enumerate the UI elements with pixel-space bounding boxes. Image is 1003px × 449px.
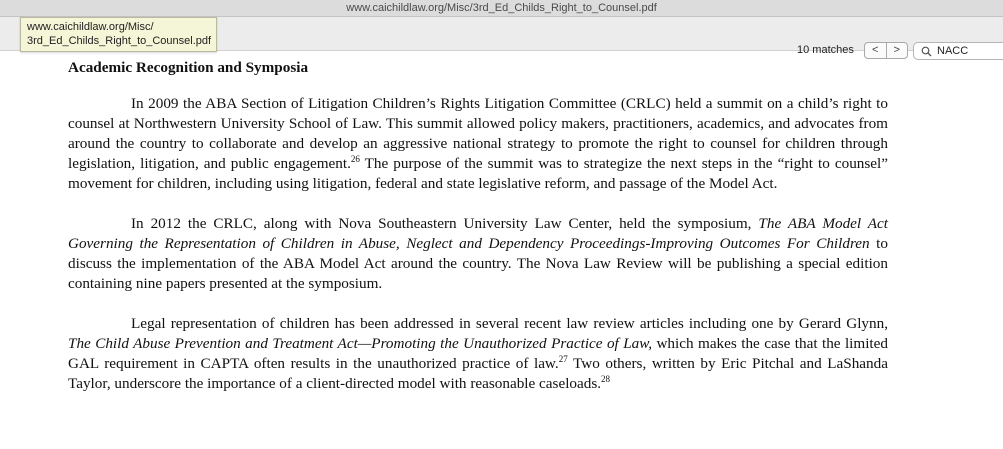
section-heading: Academic Recognition and Symposia [68, 59, 309, 76]
footnote-26[interactable]: 26 [350, 154, 360, 164]
next-match-button[interactable]: > [886, 43, 908, 58]
p2-title: The ABA Model Act Governing the Representation of Children in Abuse, Neglect and Dependency Proceedings-Improving Outcomes For Children [68, 215, 889, 252]
search-icon [921, 46, 932, 57]
footnote-27[interactable]: 27 [558, 354, 568, 364]
search-input[interactable] [937, 44, 1003, 58]
p3-title: The Child Abuse Prevention and Treatment Act—Promoting the Unauthorized Practice of Law, [68, 335, 653, 352]
p1-text-a: In 2009 the ABA Section of Litigation Children’s Rights Litigation Committee (CRLC) held a summit on a child’s right to counsel at Northwestern University School of Law. This summit allowed policy makers, practitioners, academics, and advocates from around the country to collaborate and develop an aggressive national strategy to promote the right to counsel for children through legislation, litigation, and public engagement. [68, 95, 888, 172]
pdf-page [68, 58, 888, 414]
p2-text-a: In 2012 the CRLC, along with Nova Southeastern University Law Center, held the symposium, [131, 215, 759, 232]
match-count: 10 matches [797, 44, 854, 56]
paragraph-1 [68, 94, 888, 194]
tooltip-line-2: 3rd_Ed_Childs_Right_to_Counsel.pdf [27, 35, 212, 47]
p1-text-b: The purpose of the summit was to strategize the next steps in the “right to counsel” movement for children, including using litigation, federal and state legislative reform, and passage of the Model Act. [68, 155, 888, 192]
previous-match-button[interactable]: < [872, 44, 879, 56]
p3-text-c: Two others, written by Eric Pitchal and LaShanda Taylor, underscore the importance of a client-directed model with reasonable caseloads. [68, 355, 888, 392]
p3-text-a: Legal representation of children has been addressed in several recent law review articles including one by Gerard Glynn, [131, 315, 888, 332]
window-title: www.caichildlaw.org/Misc/3rd_Ed_Childs_Right_to_Counsel.pdf [0, 0, 1003, 17]
p3-text-b: which makes the case that the limited GAL requirement in CAPTA often results in the unauthorized practice of law. [68, 335, 888, 372]
url-tooltip [20, 17, 217, 52]
paragraph-3 [68, 314, 888, 394]
search-field[interactable] [913, 42, 1003, 60]
find-navigation [864, 42, 908, 59]
footnote-28[interactable]: 28 [601, 374, 611, 384]
p2-text-b: to discuss the implementation of the ABA Model Act around the country. The Nova Law Review will be publishing a special edition containing nine papers presented at the symposium. [68, 235, 888, 292]
paragraph-2 [68, 214, 888, 294]
tooltip-line-1: www.caichildlaw.org/Misc/ [27, 21, 154, 33]
